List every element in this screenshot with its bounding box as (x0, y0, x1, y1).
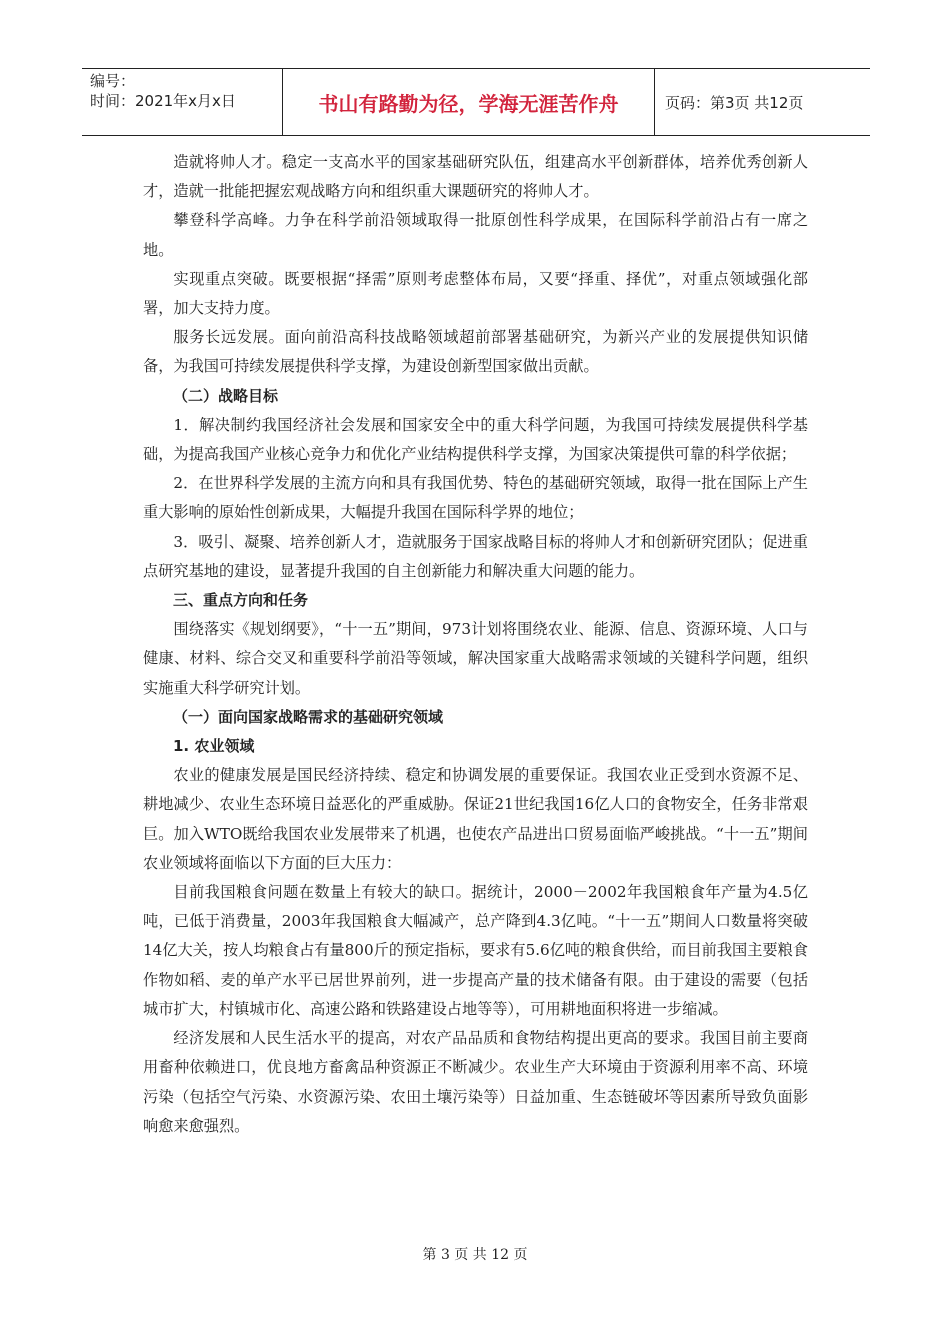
page-header (82, 68, 870, 136)
section-heading: （二）战略目标 (173, 386, 279, 405)
paragraph: 造就将帅人才。稳定一支高水平的国家基础研究队伍，组建高水平创新群体，培养优秀创新人才，造就一批能把握宏观战略方向和组织重大课题研究的将帅人才。 (143, 153, 808, 201)
paragraph: 3．吸引、凝聚、培养创新人才，造就服务于国家战略目标的将帅人才和创新研究团队；促进重点研究基地的建设，显著提升我国的自主创新能力和解决重大问题的能力。 (143, 532, 808, 580)
page-info: 页码：第3页 共12页 (665, 93, 804, 112)
motto: 书山有路勤为径，学海无涯苦作舟 (282, 69, 655, 135)
paragraph: 2．在世界科学发展的主流方向和具有我国优势、特色的基础研究领域，取得一批在国际上产生重大影响的原始性创新成果，大幅提升我国在国际科学界的地位； (143, 474, 808, 522)
paragraph: 实现重点突破。既要根据“择需”原则考虑整体布局，又要“择重、择优”，对重点领域强化部署，加大支持力度。 (143, 269, 808, 318)
paragraph: 农业的健康发展是国民经济持续、稳定和协调发展的重要保证。我国农业正受到水资源不足、耕地减少、农业生态环境日益恶化的严重威胁。保证21世纪我国16亿人口的食物安全，任务非常艰巨。加入WTO既给我国农业发展带来了机遇，也使农产品进出口贸易面临严峻挑战。“十一五”期间农业领域将面临以下方面的巨大压力： (143, 766, 808, 872)
paragraph: 目前我国粮食问题在数量上有较大的缺口。据统计，2000－2002年我国粮食年产量为4.5亿吨，已低于消费量，2003年我国粮食大幅减产，总产降到4.3亿吨。“十一五”期间人口数量将突破14亿大关，按人均粮食占有量800斤的预定指标，要求有5.6亿吨的粮食供给，而目前我国主要粮食作物如稻、麦的单产水平已居世界前列，进一步提高产量的技术储备有限。由于建设的需要（包括城市扩大，村镇城市化、高速公路和铁路建设占地等等），可用耕地面积将进一步缩减。 (143, 883, 808, 1018)
document-body (143, 148, 808, 1141)
section-heading: （一）面向国家战略需求的基础研究领域 (173, 707, 444, 726)
paragraph: 经济发展和人民生活水平的提高，对农产品品质和食物结构提出更高的要求。我国目前主要商用畜种依赖进口，优良地方畜禽品种资源正不断减少。农业生产大环境由于资源利用率不高、环境污染（包括空气污染、水资源污染、农田土壤污染等）日益加重、生态链破坏等因素所导致负面影响愈来愈强烈。 (143, 1029, 808, 1135)
header-meta (82, 69, 282, 135)
paragraph: 1．解决制约我国经济社会发展和国家安全中的重大科学问题，为我国可持续发展提供科学基础，为提高我国产业核心竞争力和优化产业结构提供科学支撑，为国家决策提供可靠的科学依据； (143, 415, 808, 464)
paragraph: 围绕落实《规划纲要》，“十一五”期间，973计划将围绕农业、能源、信息、资源环境、人口与健康、材料、综合交叉和重要科学前沿等领域，解决国家重大战略需求领域的关键科学问题，组织实施重大科学研究计划。 (143, 620, 808, 697)
subsection-heading: 1. 农业领域 (173, 737, 255, 756)
paragraph: 服务长远发展。面向前沿高科技战略领域超前部署基础研究，为新兴产业的发展提供知识储备，为我国可持续发展提供科学支撑，为建设创新型国家做出贡献。 (143, 328, 808, 376)
section-heading: 三、重点方向和任务 (173, 591, 309, 610)
date-label: 时间：2021年x月x日 (90, 92, 236, 110)
paragraph: 攀登科学高峰。力争在科学前沿领域取得一批原创性科学成果，在国际科学前沿占有一席之地。 (143, 211, 808, 259)
page-footer: 第 3 页 共 12 页 (422, 1247, 528, 1263)
code-label: 编号： (90, 72, 136, 90)
